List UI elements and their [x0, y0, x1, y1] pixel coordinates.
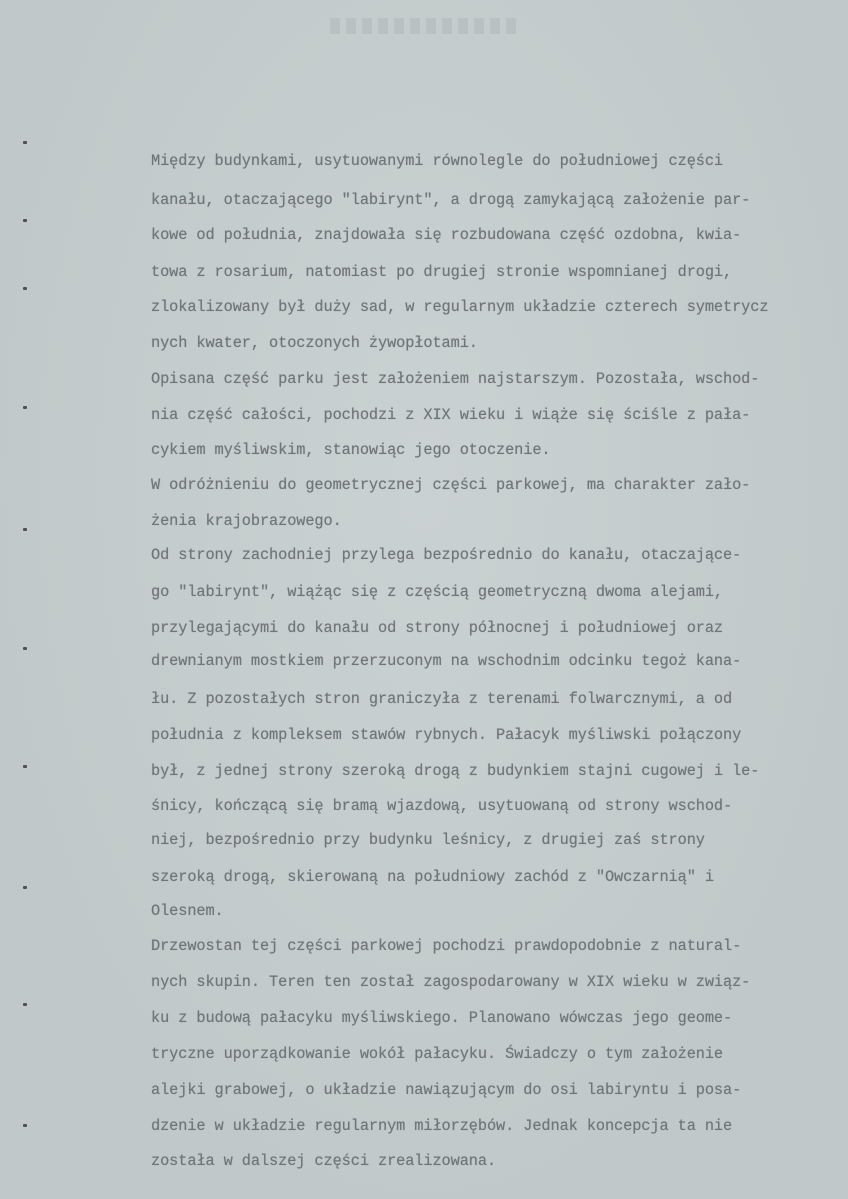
- text-line: niej, bezpośrednio przy budynku leśnicy, z drugiej zaś strony: [151, 831, 705, 849]
- text-line: ku z budową pałacyku myśliwskiego. Planowano wówczas jego geome-: [151, 1009, 733, 1027]
- text-line: go "labirynt", wiążąc się z częścią geometryczną dwoma alejami,: [151, 583, 724, 601]
- text-line: śnicy, kończącą się bramą wjazdową, usytuowaną od strony wschod-: [151, 797, 733, 815]
- text-line: Opisana część parku jest założeniem najstarszym. Pozostała, wschod-: [151, 370, 760, 388]
- text-line: zlokalizowany był duży sad, w regularnym układzie czterech symetrycz: [151, 298, 769, 316]
- text-line: południa z kompleksem stawów rybnych. Pałacyk myśliwski połączony: [151, 726, 742, 744]
- text-line: W odróżnieniu do geometrycznej części parkowej, ma charakter zało-: [151, 476, 751, 494]
- text-line: tryczne uporządkowanie wokół pałacyku. Świadczy o tym założenie: [151, 1045, 724, 1063]
- text-line: kanału, otaczającego "labirynt", a drogą zamykającą założenie par-: [151, 191, 751, 209]
- text-line: Między budynkami, usytuowanymi równolegle do południowej części: [151, 152, 724, 170]
- text-line: szeroką drogą, skierowaną na południowy zachód z "Owczarnią" i: [151, 868, 714, 886]
- text-line: alejki grabowej, o układzie nawiązującym do osi labiryntu i posa-: [151, 1081, 742, 1099]
- text-line: nia część całości, pochodzi z XIX wieku i wiąże się ściśle z pała-: [151, 406, 751, 424]
- text-line: dzenie w układzie regularnym miłorzębów. Jednak koncepcja ta nie: [151, 1117, 733, 1135]
- text-line: przylegającymi do kanału od strony północnej i południowej oraz: [151, 619, 724, 637]
- text-line: łu. Z pozostałych stron graniczyła z terenami folwarcznymi, a od: [151, 690, 733, 708]
- text-line: cykiem myśliwskim, stanowiąc jego otoczenie.: [151, 441, 551, 459]
- text-line: została w dalszej części zrealizowana.: [151, 1152, 497, 1170]
- text-line: nych kwater, otoczonych żywopłotami.: [151, 334, 478, 352]
- text-line: Drzewostan tej części parkowej pochodzi prawdopodobnie z natural-: [151, 937, 742, 955]
- text-line: towa z rosarium, natomiast po drugiej stronie wspomnianej drogi,: [151, 263, 733, 281]
- text-line: Od strony zachodniej przylega bezpośrednio do kanału, otaczające-: [151, 546, 742, 564]
- text-line: nych skupin. Teren ten został zagospodarowany w XIX wieku w związ-: [151, 973, 751, 991]
- text-line: drewnianym mostkiem przerzuconym na wschodnim odcinku tegoż kana-: [151, 652, 742, 670]
- text-line: żenia krajobrazowego.: [151, 512, 342, 530]
- text-line: kowe od południa, znajdowała się rozbudowana część ozdobna, kwia-: [151, 226, 742, 244]
- text-line: był, z jednej strony szeroką drogą z budynkiem stajni cugowej i le-: [151, 762, 760, 780]
- text-line: Olesnem.: [151, 902, 224, 920]
